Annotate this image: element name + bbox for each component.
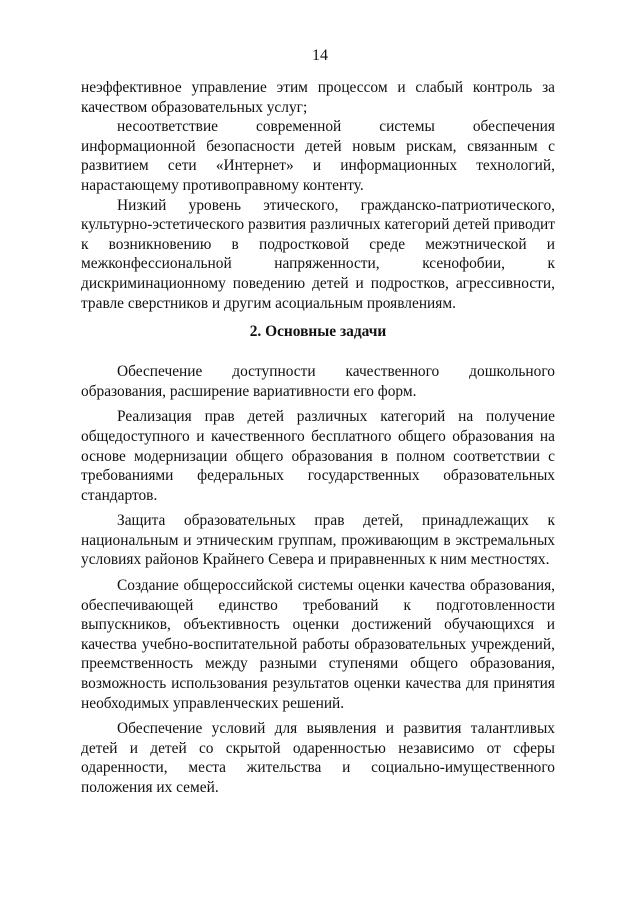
page-number: 14 — [312, 47, 328, 64]
task-paragraph-5: Обеспечение условий для выявления и развития талантливых детей и детей со скрытой одаренностью независимо от сферы одаренности, места жительства и социально-имущественного положения их семей. — [81, 720, 555, 796]
task-paragraph-2: Реализация прав детей различных категорий на получение общедоступного и качественного бесплатного общего образования на основе модернизации общего образования в полном соответствии с требованиями федеральных государственных образовательных стандартов. — [81, 408, 555, 504]
task-paragraph-3: Защита образовательных прав детей, принадлежащих к национальным и этническим группам, проживающим в экстремальных условиях районов Крайнего Севера и приравненных к ним местностях. — [81, 512, 555, 569]
intro-paragraph-3: Низкий уровень этического, гражданско-патриотического, культурно-эстетического развития различных категорий детей приводит к возникновению в подростковой среде межэтнической и межконфессиональной напряженности, ксенофобии, к дискриминационному поведению детей и подростков, агрессивности, травле сверстников и другим асоциальным проявлениям. — [81, 196, 555, 312]
intro-paragraph-2: несоответствие современной системы обеспечения информационной безопасности детей новым рискам, связанным с развитием сети «Интернет» и информационных технологий, нарастающему противоправному контенту. — [81, 118, 555, 194]
task-paragraph-4: Создание общероссийской системы оценки качества образования, обеспечивающей единство требований к подготовленности выпускников, объективность оценки достижений обучающихся и качества учебно-воспитательной работы образовательных учреждений, преемственность между разными ступенями общего образования, возможность использования результатов оценки качества для принятия необходимых управленческих решений. — [81, 577, 555, 712]
intro-paragraph-1: неэффективное управление этим процессом и слабый контроль за качеством образовательных услуг; — [81, 79, 555, 116]
task-paragraph-1: Обеспечение доступности качественного дошкольного образования, расширение вариативности его форм. — [81, 363, 555, 400]
section-heading: 2. Основные задачи — [249, 323, 387, 341]
intro-section — [81, 78, 555, 798]
